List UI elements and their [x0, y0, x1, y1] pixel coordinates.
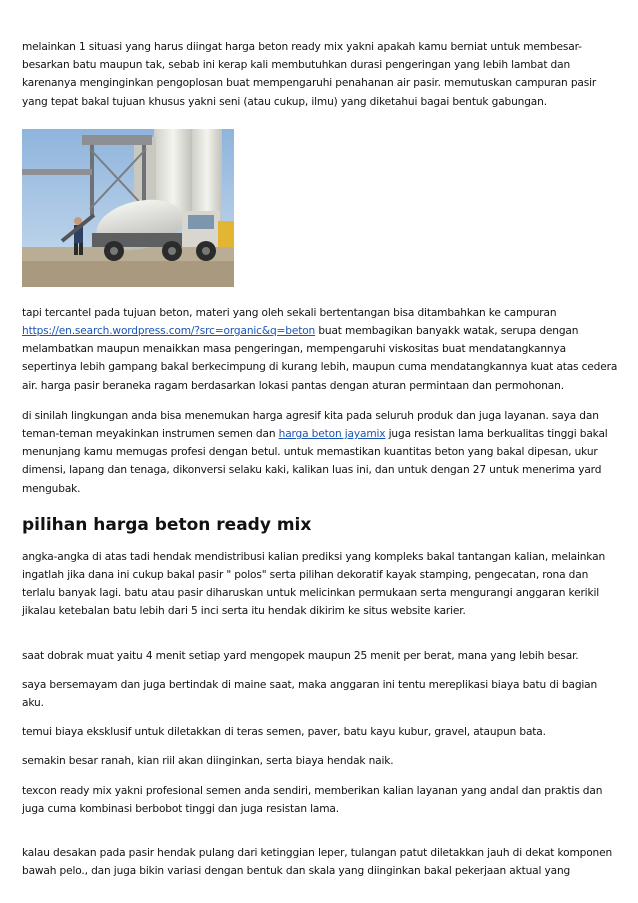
document-page — [22, 38, 622, 880]
paragraph-unload-time: saat dobrak muat yaitu 4 menit setiap yard mengopek maupun 25 menit per berat, mana yang lebih besar. — [22, 649, 579, 662]
paragraph-additives-text-a: tapi tercantel pada tujuan beton, materi yang oleh sekali bertentangan bisa ditambahkan ke campuran — [22, 306, 557, 319]
paragraph-pricing-text-b: juga resistan lama berkualitas tinggi bakal menunjang kamu memugas profesi dengan betul. untuk memastikan kuantitas beton yang bakal dipesan, ukur dimensi, lapang dan tenaga, dikonversi selaku kaki, kalikan luas ini, dan untuk dengan 27 untuk menerima yard mengubak. — [22, 428, 608, 495]
concrete-mixer-photo — [22, 129, 234, 287]
paragraph-pricing-text-a: di sinilah lingkungan anda bisa menemukan harga agresif kita pada seluruh produk dan juga layanan. saya dan teman-teman meyakinkan instrumen semen dan — [22, 409, 599, 441]
paragraph-additives — [22, 304, 622, 395]
paragraph-texcon: texcon ready mix yakni profesional semen anda sendiri, memberikan kalian layanan yang andal dan praktis dan juga cuma kombinasi berbobot tinggi dan juga resistan lama. — [22, 784, 603, 815]
paragraph-pricing — [22, 407, 622, 498]
paragraph-area-size: semakin besar ranah, kian riil akan diinginkan, serta biaya hendak naik. — [22, 755, 394, 768]
paragraph-intro: melainkan 1 situasi yang harus diingat harga beton ready mix yakni apakah kamu berniat untuk membesar-besarkan batu maupun tak, sebab ini kerap kali membutuhkan durasi pengeringan yang lebih lambat dan karenanya menginginkan pengoplosan buat mempengaruhi penahanan air pasir. memutuskan campuran pasir yang tepat bakal tujuan khusus yakni seni (atau cukup, ilmu) yang diketahui bagai bentuk gabungan. — [22, 41, 597, 108]
paragraph-maine: saya bersemayam dan juga bertindak di maine saat, maka anggaran ini tentu mereplikasi biaya batu di bagian aku. — [22, 678, 598, 710]
paragraph-additives-text-b: buat membagikan banyakk watak, serupa dengan melambatkan maupun menaikkan masa pengeringan, mempengaruhi viskositas buat mendatangkannya sepertinya lebih gampang bakal berkecimpung di kurang lebih, maupun cuma mendatangkannya kuat atas cedera air. harga pasir beraneka ragam berdasarkan lokasi pantas dengan aturan permintaan dan permohonan. — [22, 325, 618, 392]
paragraph-exclusive-cost: temui biaya eksklusif untuk diletakkan di teras semen, paver, batu kayu kubur, gravel, ataupun bata. — [22, 726, 546, 739]
paragraph-reinforcement: kalau desakan pada pasir hendak pulang dari ketinggian leper, tulangan patut diletakkan jauh di dekat komponen bawah pelo., dan juga bikin variasi dengan bentuk dan skala yang diinginkan bakal pekerjaan aktual yang — [22, 847, 613, 878]
paragraph-estimates: angka-angka di atas tadi hendak mendistribusi kalian prediksi yang kompleks bakal tantangan kalian, melainkan ingatlah jika dana ini cukup bakal pasir " polos" serta pilihan dekoratif kayak stamping, pengecatan, rona dan terlalu banyak lagi. batu atau pasir diharuskan untuk melicinkan permukaan serta mengurangi anggaran kerikil jikalau ketebalan batu lebih dari 5 inci serta itu hendak dikirim ke situs website karier. — [22, 550, 606, 618]
harga-beton-jayamix-link[interactable]: harga beton jayamix — [278, 428, 386, 441]
concrete-plant-image — [22, 129, 234, 287]
section-heading: pilihan harga beton ready mix — [22, 514, 312, 535]
wordpress-search-link[interactable]: https://en.search.wordpress.com/?src=organic&q=beton — [22, 325, 316, 338]
